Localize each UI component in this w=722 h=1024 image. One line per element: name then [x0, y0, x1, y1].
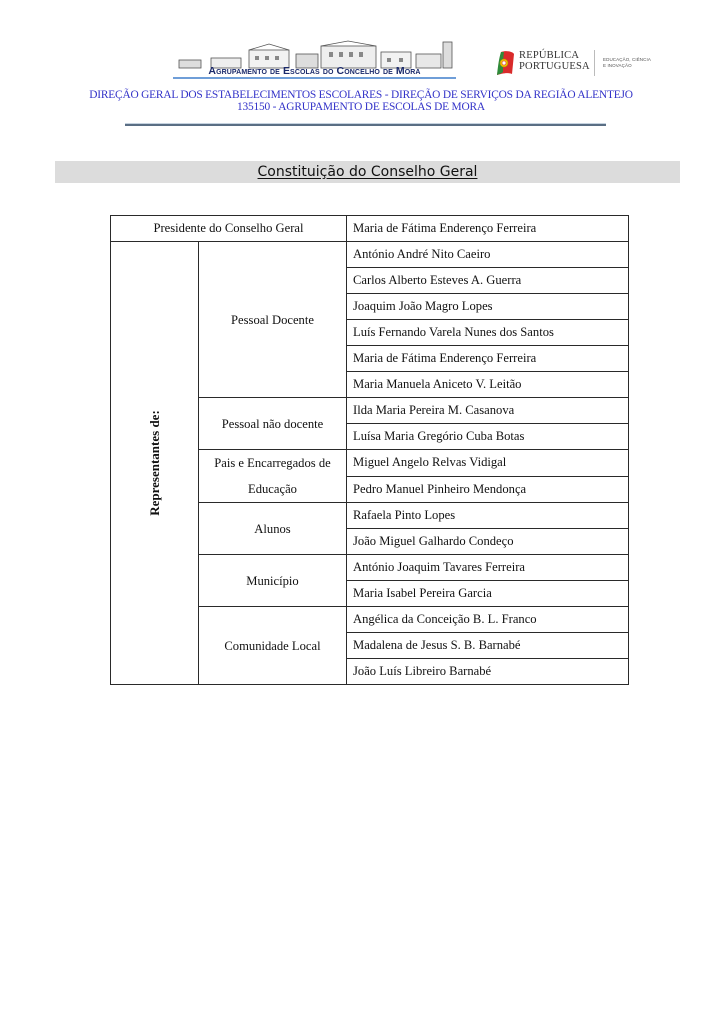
portuguesa-text: PORTUGUESA — [519, 61, 590, 72]
directorate-header — [0, 89, 722, 113]
logo-separator — [594, 50, 595, 76]
ministry-text-line2: E INOVAÇÃO — [603, 63, 632, 68]
member-name: Ilda Maria Pereira M. Casanova — [347, 398, 629, 424]
member-name: António Joaquim Tavares Ferreira — [347, 555, 629, 581]
directorate-line-1: DIREÇÃO GERAL DOS ESTABELECIMENTOS ESCOLARES - DIREÇÃO DE SERVIÇOS DA REGIÃO ALENTEJO — [89, 89, 633, 101]
table-row — [111, 242, 629, 268]
member-name: Rafaela Pinto Lopes — [347, 503, 629, 529]
member-name: Maria de Fátima Enderenço Ferreira — [347, 346, 629, 372]
president-label: Presidente do Conselho Geral — [111, 216, 347, 242]
category-comunidade-local: Comunidade Local — [199, 607, 347, 685]
republica-portuguesa-logo — [495, 48, 675, 78]
member-name: Miguel Angelo Relvas Vidigal — [347, 450, 629, 477]
member-name: Angélica da Conceição B. L. Franco — [347, 607, 629, 633]
category-pessoal-docente: Pessoal Docente — [199, 242, 347, 398]
header-divider — [125, 123, 606, 126]
member-name: Maria Isabel Pereira Garcia — [347, 581, 629, 607]
category-alunos: Alunos — [199, 503, 347, 555]
directorate-line-2: 135150 - AGRUPAMENTO DE ESCOLAS DE MORA — [237, 101, 485, 113]
president-row — [111, 216, 629, 242]
member-name: João Luís Libreiro Barnabé — [347, 659, 629, 685]
republica-portuguesa-text — [519, 50, 590, 72]
member-name: António André Nito Caeiro — [347, 242, 629, 268]
republica-text: REPÚBLICA — [519, 50, 580, 61]
member-name: Carlos Alberto Esteves A. Guerra — [347, 268, 629, 294]
member-name: Madalena de Jesus S. B. Barnabé — [347, 633, 629, 659]
document-title-text: Constituição do Conselho Geral — [257, 164, 478, 180]
member-name: Joaquim João Magro Lopes — [347, 294, 629, 320]
member-name: Pedro Manuel Pinheiro Mendonça — [347, 476, 629, 503]
president-name: Maria de Fátima Enderenço Ferreira — [347, 216, 629, 242]
representatives-label: Representantes de: — [146, 410, 162, 516]
school-banner-text: Agrupamento de Escolas do Concelho de Mora — [208, 65, 421, 77]
portugal-flag-icon — [495, 50, 515, 76]
banner-underline — [173, 77, 456, 79]
representatives-label-cell — [111, 242, 199, 685]
member-name: João Miguel Galhardo Condeço — [347, 529, 629, 555]
document-title — [55, 163, 680, 181]
ministry-text — [603, 57, 651, 69]
member-name: Luís Fernando Varela Nunes dos Santos — [347, 320, 629, 346]
category-pais-encarregados: Pais e Encarregados de Educação — [199, 450, 347, 503]
category-pessoal-nao-docente: Pessoal não docente — [199, 398, 347, 450]
ministry-text-line1: EDUCAÇÃO, CIÊNCIA — [603, 57, 651, 62]
member-name: Luísa Maria Gregório Cuba Botas — [347, 424, 629, 450]
school-banner-logo — [171, 40, 458, 78]
member-name: Maria Manuela Aniceto V. Leitão — [347, 372, 629, 398]
category-municipio: Município — [199, 555, 347, 607]
title-bar — [55, 161, 680, 183]
council-composition-table — [110, 215, 629, 685]
